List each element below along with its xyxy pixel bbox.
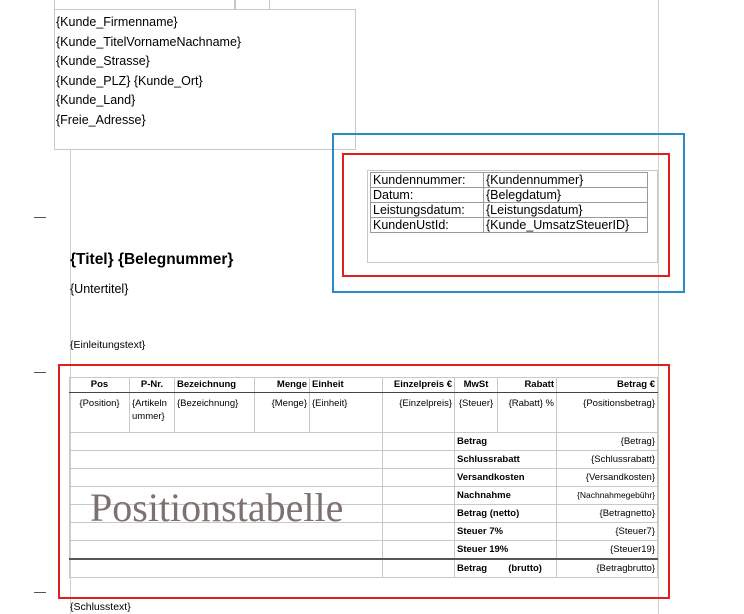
document-subtitle[interactable]: {Untertitel} — [70, 282, 129, 296]
total-spacer — [383, 487, 455, 505]
total-label: Steuer 7% — [455, 523, 557, 541]
grand-total-value: {Betragbrutto} — [557, 559, 658, 578]
document-title[interactable]: {Titel} {Belegnummer} — [70, 251, 234, 268]
total-row — [70, 541, 658, 560]
cell-positionsbetrag: {Positionsbetrag} — [557, 393, 658, 433]
cell-einheit: {Einheit} — [310, 393, 383, 433]
info-label: Leistungsdatum: — [371, 203, 484, 218]
info-row — [371, 203, 648, 218]
cell-menge: {Menge} — [255, 393, 310, 433]
total-row — [70, 451, 658, 469]
positions-table-watermark: Positionstabelle — [90, 485, 344, 530]
col-header-menge: Menge — [255, 378, 310, 393]
total-spacer — [70, 559, 383, 578]
col-header-pnr: P-Nr. — [130, 378, 175, 393]
cell-steuer: {Steuer} — [455, 393, 498, 433]
cell-rabatt: {Rabatt} % — [498, 393, 557, 433]
info-row — [371, 188, 648, 203]
total-label: Betrag (netto) — [455, 505, 557, 523]
info-value: {Kundennummer} — [484, 173, 648, 188]
total-spacer — [383, 541, 455, 560]
address-line: {Freie_Adresse} — [56, 112, 146, 127]
col-header-rabatt: Rabatt — [498, 378, 557, 393]
total-label: Schlussrabatt — [455, 451, 557, 469]
total-value: {Schlussrabatt} — [557, 451, 658, 469]
total-spacer — [383, 469, 455, 487]
info-row — [371, 173, 648, 188]
total-spacer — [383, 505, 455, 523]
total-row — [70, 433, 658, 451]
col-header-einzelpreis: Einzelpreis € — [383, 378, 455, 393]
grand-total-row — [70, 559, 658, 578]
address-line: {Kunde_Land} — [56, 93, 136, 107]
info-table — [370, 172, 648, 233]
col-header-mwst: MwSt — [455, 378, 498, 393]
total-spacer — [70, 451, 383, 469]
cell-bezeichnung: {Bezeichnung} — [175, 393, 255, 433]
address-line: {Kunde_TitelVornameNachname} — [56, 34, 242, 49]
total-spacer — [383, 433, 455, 451]
positions-table[interactable] — [69, 377, 658, 578]
total-value: {Betragnetto} — [557, 505, 658, 523]
grand-total-label: Betrag (brutto) — [455, 559, 557, 578]
total-spacer — [383, 451, 455, 469]
address-line: {Kunde_Strasse} — [56, 54, 150, 68]
positions-header-row — [70, 378, 658, 393]
total-label: Steuer 19% — [455, 541, 557, 560]
total-label: Versandkosten — [455, 469, 557, 487]
margin-mark — [34, 372, 46, 373]
address-line: {Kunde_PLZ} {Kunde_Ort} — [56, 73, 203, 88]
total-label: Nachnahme — [455, 487, 557, 505]
total-spacer — [383, 559, 455, 578]
margin-mark — [34, 592, 46, 593]
info-value: {Belegdatum} — [484, 188, 648, 203]
info-label: KundenUstId: — [371, 218, 484, 233]
total-spacer — [383, 523, 455, 541]
address-line: {Kunde_Firmenname} — [56, 15, 178, 29]
info-label: Datum: — [371, 188, 484, 203]
info-row — [371, 218, 648, 233]
cell-einzelpreis: {Einzelpreis} — [383, 393, 455, 433]
total-value: {Steuer19} — [557, 541, 658, 560]
col-header-betrag: Betrag € — [557, 378, 658, 393]
total-label: Betrag — [455, 433, 557, 451]
intro-text[interactable]: {Einleitungstext} — [70, 339, 146, 351]
address-block[interactable] — [54, 9, 356, 150]
total-value: {Steuer7} — [557, 523, 658, 541]
total-spacer — [70, 541, 383, 560]
info-box[interactable] — [367, 170, 658, 263]
total-value: {Nachnahmegebühr} — [557, 487, 658, 505]
col-header-bezeichnung: Bezeichnung — [175, 378, 255, 393]
info-label: Kundennummer: — [371, 173, 484, 188]
col-header-einheit: Einheit — [310, 378, 383, 393]
info-value: {Leistungsdatum} — [484, 203, 648, 218]
col-header-pos: Pos — [70, 378, 130, 393]
closing-text[interactable]: {Schlusstext} — [70, 601, 131, 613]
position-row — [70, 393, 658, 433]
cell-artikelnummer: {Artikelnummer} — [130, 393, 175, 433]
margin-mark — [34, 217, 46, 218]
total-value: {Betrag} — [557, 433, 658, 451]
info-value: {Kunde_UmsatzSteuerID} — [484, 218, 648, 233]
total-spacer — [70, 433, 383, 451]
total-value: {Versandkosten} — [557, 469, 658, 487]
cell-position: {Position} — [70, 393, 130, 433]
